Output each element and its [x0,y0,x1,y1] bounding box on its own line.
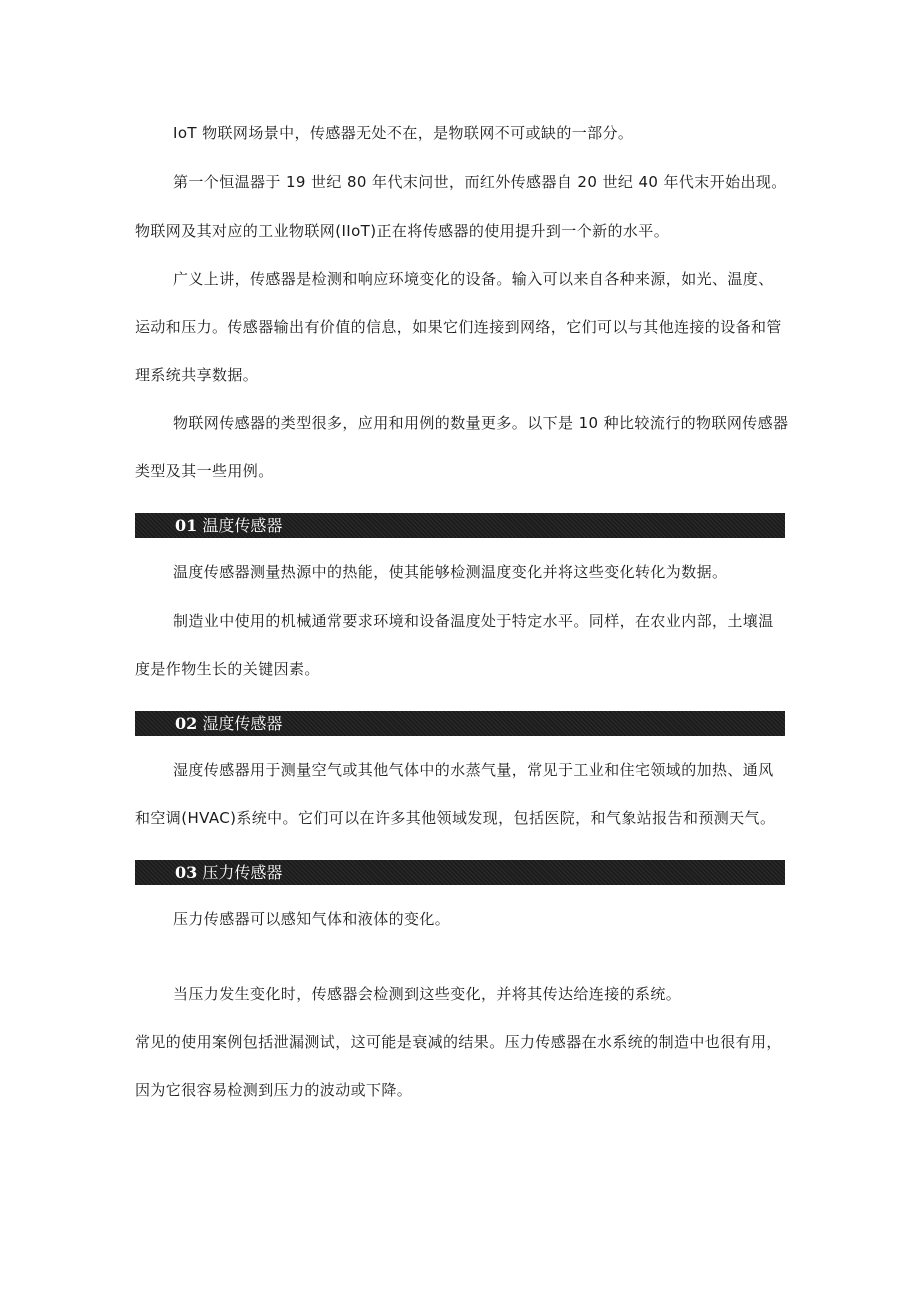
section-header-title [175,862,282,883]
intro-paragraph-1: IoT 物联网场景中，传感器无处不在，是物联网不可或缺的一部分。 [173,124,634,142]
section-header-pressure [135,860,785,885]
temperature-paragraph-2-line-2: 度是作物生长的关键因素。 [135,660,320,678]
intro-paragraph-4-line-2: 类型及其一些用例。 [135,462,274,480]
humidity-paragraph-line-1: 湿度传感器用于测量空气或其他气体中的水蒸气量，常见于工业和住宅领域的加热、通风 [173,761,774,779]
section-number: 02 [175,714,198,733]
temperature-paragraph-1: 温度传感器测量热源中的热能，使其能够检测温度变化并将这些变化转化为数据。 [173,563,728,581]
pressure-paragraph-3-line-2: 因为它很容易检测到压力的波动或下降。 [135,1081,413,1099]
section-title: 湿度传感器 [202,714,283,733]
pressure-paragraph-2: 当压力发生变化时，传感器会检测到这些变化，并将其传达给连接的系统。 [173,985,682,1003]
section-header-title [175,515,282,536]
humidity-paragraph-line-2: 和空调(HVAC)系统中。它们可以在许多其他领域发现，包括医院，和气象站报告和预测天气。 [135,809,776,827]
section-number: 01 [175,516,198,535]
intro-paragraph-2-line-1: 第一个恒温器于 19 世纪 80 年代末问世，而红外传感器自 20 世纪 40 年代末开始出现。 [173,173,787,191]
intro-paragraph-4-line-1: 物联网传感器的类型很多，应用和用例的数量更多。以下是 10 种比较流行的物联网传感器 [173,414,789,432]
pressure-paragraph-1: 压力传感器可以感知气体和液体的变化。 [173,910,451,928]
intro-paragraph-3-line-2: 运动和压力。传感器输出有价值的信息，如果它们连接到网络，它们可以与其他连接的设备和管 [135,318,782,336]
section-number: 03 [175,863,198,882]
section-header-temperature [135,513,785,538]
pressure-paragraph-3-line-1: 常见的使用案例包括泄漏测试，这可能是衰减的结果。压力传感器在水系统的制造中也很有用， [135,1033,782,1051]
temperature-paragraph-2-line-1: 制造业中使用的机械通常要求环境和设备温度处于特定水平。同样，在农业内部，土壤温 [173,612,774,630]
section-title: 温度传感器 [202,516,283,535]
intro-paragraph-2-line-2: 物联网及其对应的工业物联网(IIoT)正在将传感器的使用提升到一个新的水平。 [135,222,670,240]
section-title: 压力传感器 [202,863,283,882]
section-header-humidity [135,711,785,736]
intro-paragraph-3-line-3: 理系统共享数据。 [135,366,259,384]
intro-paragraph-3-line-1: 广义上讲，传感器是检测和响应环境变化的设备。输入可以来自各种来源，如光、温度、 [173,270,774,288]
section-header-title [175,713,282,734]
